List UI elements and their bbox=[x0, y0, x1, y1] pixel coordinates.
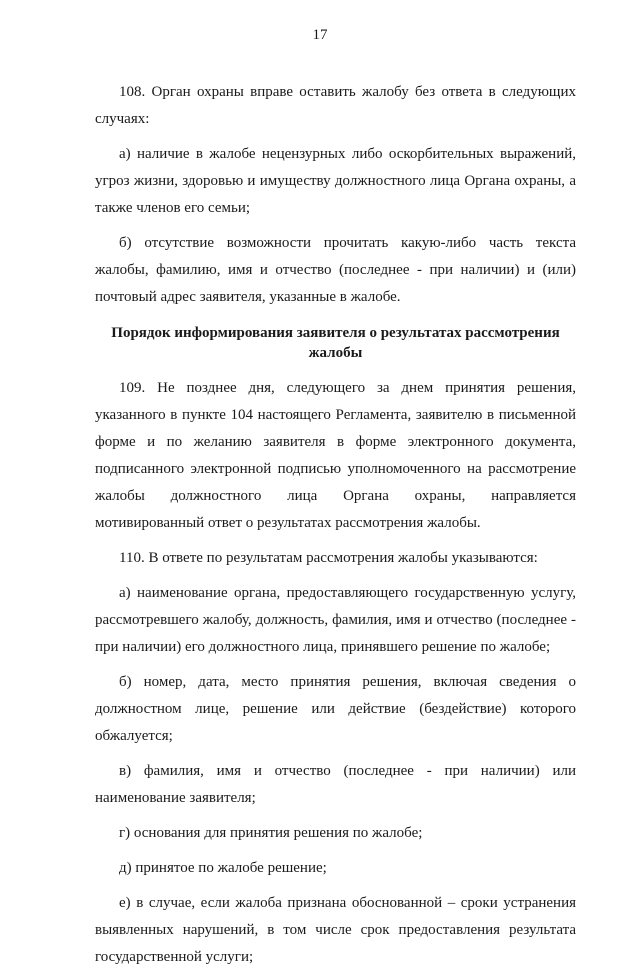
paragraph-110-d: д) принятое по жалобе решение; bbox=[119, 860, 327, 876]
paragraph-110: 110. В ответе по результатам рассмотрения жалобы указываются: bbox=[119, 550, 538, 566]
paragraph-110-b: б) номер, дата, место принятия решения, включая сведения о должностном лице, решение или действие (бездействие) которого обжалуется; bbox=[95, 674, 576, 744]
paragraph-108-b: б) отсутствие возможности прочитать какую-либо часть текста жалобы, фамилию, имя и отчество (последнее - при наличии) и (или) почтовый адрес заявителя, указанные в жалобе. bbox=[95, 235, 576, 305]
section-heading: Порядок информирования заявителя о результатах рассмотрения жалобы bbox=[111, 325, 560, 361]
paragraph-108-a: а) наличие в жалобе нецензурных либо оскорбительных выражений, угроз жизни, здоровью и имуществу должностного лица Органа охраны, а также членов его семьи; bbox=[95, 146, 576, 216]
paragraph-108: 108. Орган охраны вправе оставить жалобу без ответа в следующих случаях: bbox=[95, 84, 576, 127]
paragraph-110-e: е) в случае, если жалоба признана обоснованной – сроки устранения выявленных нарушений, в том числе срок предоставления результата государственной услуги; bbox=[95, 895, 576, 965]
paragraph-110-a: а) наименование органа, предоставляющего государственную услугу, рассмотревшего жалобу, должность, фамилия, имя и отчество (последнее - при наличии) его должностного лица, принявшего решение по жалобе; bbox=[95, 585, 576, 655]
document-body bbox=[95, 79, 576, 979]
page-number: 17 bbox=[312, 27, 328, 43]
paragraph-109: 109. Не позднее дня, следующего за днем принятия решения, указанного в пункте 104 настоящего Регламента, заявителю в письменной форме и по желанию заявителя в форме электронного документа, подписанного электронной подписью уполномоченного на рассмотрение жалобы должностного лица Органа охраны, направляется мотивированный ответ о результатах рассмотрения жалобы. bbox=[95, 380, 576, 531]
paragraph-110-g: г) основания для принятия решения по жалобе; bbox=[119, 825, 423, 841]
paragraph-110-v: в) фамилия, имя и отчество (последнее - при наличии) или наименование заявителя; bbox=[95, 763, 576, 806]
